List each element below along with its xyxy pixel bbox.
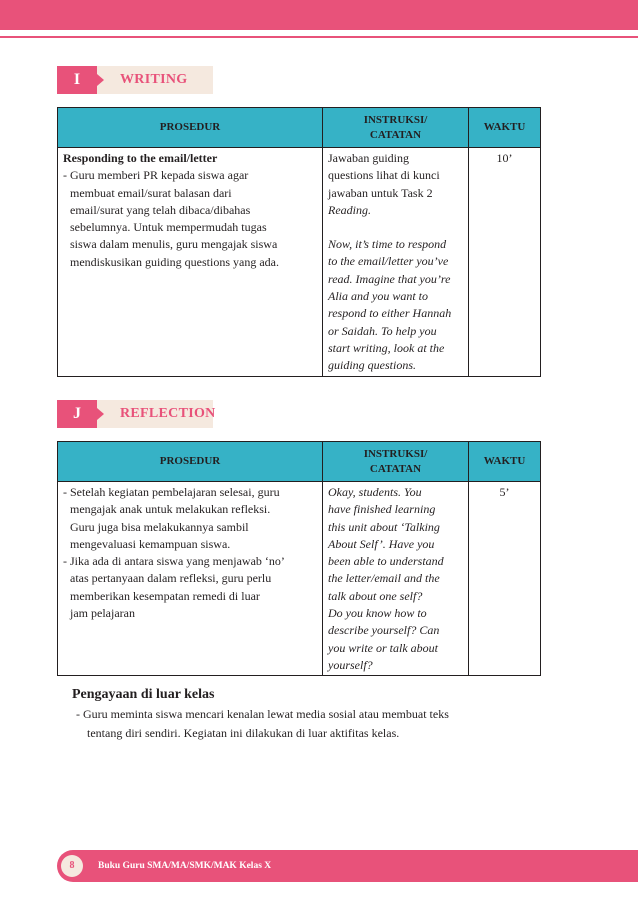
instruction-line: this unit about ‘Talking xyxy=(328,519,440,534)
procedure-title: Responding to the email/letter xyxy=(63,151,218,165)
instruction-line: you write or talk about xyxy=(328,640,438,655)
instruction-line: questions lihat di kunci xyxy=(328,168,440,183)
col-instruksi-line2: CATATAN xyxy=(369,128,422,141)
footer-bar xyxy=(57,850,638,882)
col-instruksi-line2: CATATAN xyxy=(369,462,422,475)
instruction-line: Do you know how to xyxy=(328,606,427,621)
top-banner xyxy=(0,0,638,30)
procedure-cell xyxy=(58,482,323,676)
instruction-line: or Saidah. To help you xyxy=(328,323,437,338)
book-title: Buku Guru SMA/MA/SMK/MAK Kelas X xyxy=(98,861,272,871)
procedure-line: mendiskusikan guiding questions yang ada. xyxy=(70,254,279,269)
col-instruksi xyxy=(323,108,469,148)
col-prosedur: PROSEDUR xyxy=(58,442,323,482)
procedure-line: sebelumnya. Untuk mempermudah tugas xyxy=(70,220,267,235)
section-j-letter: J xyxy=(57,400,97,428)
instruction-line: jawaban untuk Task 2 xyxy=(328,185,433,200)
procedure-line: mengevaluasi kemampuan siswa. xyxy=(70,536,231,551)
page-number: 8 xyxy=(61,855,83,877)
instruction-cell xyxy=(323,148,469,377)
col-instruksi-line1: INSTRUKSI/ xyxy=(363,113,428,126)
instruction-line: start writing, look at the xyxy=(328,340,445,355)
instruction-line: the letter/email and the xyxy=(328,571,440,586)
section-i-letter: I xyxy=(57,66,97,94)
procedure-line: - Setelah kegiatan pembelajaran selesai, guru xyxy=(63,485,280,499)
instruction-line: describe yourself? Can xyxy=(328,623,440,638)
enrichment-line: - Guru meminta siswa mencari kenalan lewat media sosial atau membuat teks xyxy=(76,707,449,721)
procedure-line: - Jika ada di antara siswa yang menjawab ‘no’ xyxy=(63,554,285,569)
enrichment-section xyxy=(72,686,542,743)
instruction-line: Alia and you want to xyxy=(328,289,428,304)
procedure-line: Guru juga bisa melakukannya sambil xyxy=(70,519,249,534)
instruction-line: to the email/letter you’ve xyxy=(328,254,449,269)
instruction-line: have finished learning xyxy=(328,502,436,517)
procedure-line: - Guru memberi PR kepada siswa agar xyxy=(63,168,249,183)
section-i-title: WRITING xyxy=(120,72,188,87)
instruction-line: talk about one self? xyxy=(328,588,423,603)
section-arrow-icon xyxy=(97,74,104,86)
section-arrow-icon xyxy=(97,408,104,420)
section-j-header xyxy=(57,400,216,428)
section-i-header xyxy=(57,66,213,94)
instruction-line: Jawaban guiding xyxy=(328,151,409,165)
writing-table xyxy=(57,107,541,377)
procedure-line: siswa dalam menulis, guru mengajak siswa xyxy=(70,237,278,252)
instruction-line: read. Imagine that you’re xyxy=(328,271,451,286)
procedure-line: jam pelajaran xyxy=(70,606,135,621)
instruction-line: been able to understand xyxy=(328,554,444,569)
instruction-cell xyxy=(323,482,469,676)
col-waktu: WAKTU xyxy=(469,442,541,482)
col-instruksi xyxy=(323,442,469,482)
enrichment-title: Pengayaan di luar kelas xyxy=(72,687,215,702)
instruction-line: About Self’. Have you xyxy=(328,536,435,551)
table-header-row xyxy=(58,108,541,148)
procedure-line: atas pertanyaan dalam refleksi, guru perlu xyxy=(70,571,272,586)
table-row xyxy=(58,482,541,676)
section-j-title: REFLECTION xyxy=(120,406,216,421)
procedure-line: mengajak anak untuk melakukan refleksi. xyxy=(70,502,271,517)
procedure-cell xyxy=(58,148,323,377)
enrichment-body xyxy=(72,705,542,743)
instruction-line: guiding questions. xyxy=(328,358,417,373)
reflection-table xyxy=(57,441,541,676)
procedure-line: memberikan kesempatan remedi di luar xyxy=(70,588,260,603)
instruction-line: Reading. xyxy=(328,202,371,217)
instruction-line: yourself? xyxy=(328,657,373,672)
enrichment-line: tentang diri sendiri. Kegiatan ini dilakukan di luar aktifitas kelas. xyxy=(87,726,400,740)
table-header-row xyxy=(58,442,541,482)
time-cell: 5’ xyxy=(469,482,541,676)
col-waktu: WAKTU xyxy=(469,108,541,148)
col-prosedur: PROSEDUR xyxy=(58,108,323,148)
spacer xyxy=(328,219,463,236)
instruction-line: Okay, students. You xyxy=(328,485,422,499)
table-row xyxy=(58,148,541,377)
col-instruksi-line1: INSTRUKSI/ xyxy=(363,447,428,460)
instruction-line: respond to either Hannah xyxy=(328,306,452,321)
instruction-line: Now, it’s time to respond xyxy=(328,237,447,252)
time-cell: 10’ xyxy=(469,148,541,377)
procedure-line: membuat email/surat balasan dari xyxy=(70,185,232,200)
procedure-line: email/surat yang telah dibaca/dibahas xyxy=(70,202,251,217)
top-rule xyxy=(0,36,638,38)
